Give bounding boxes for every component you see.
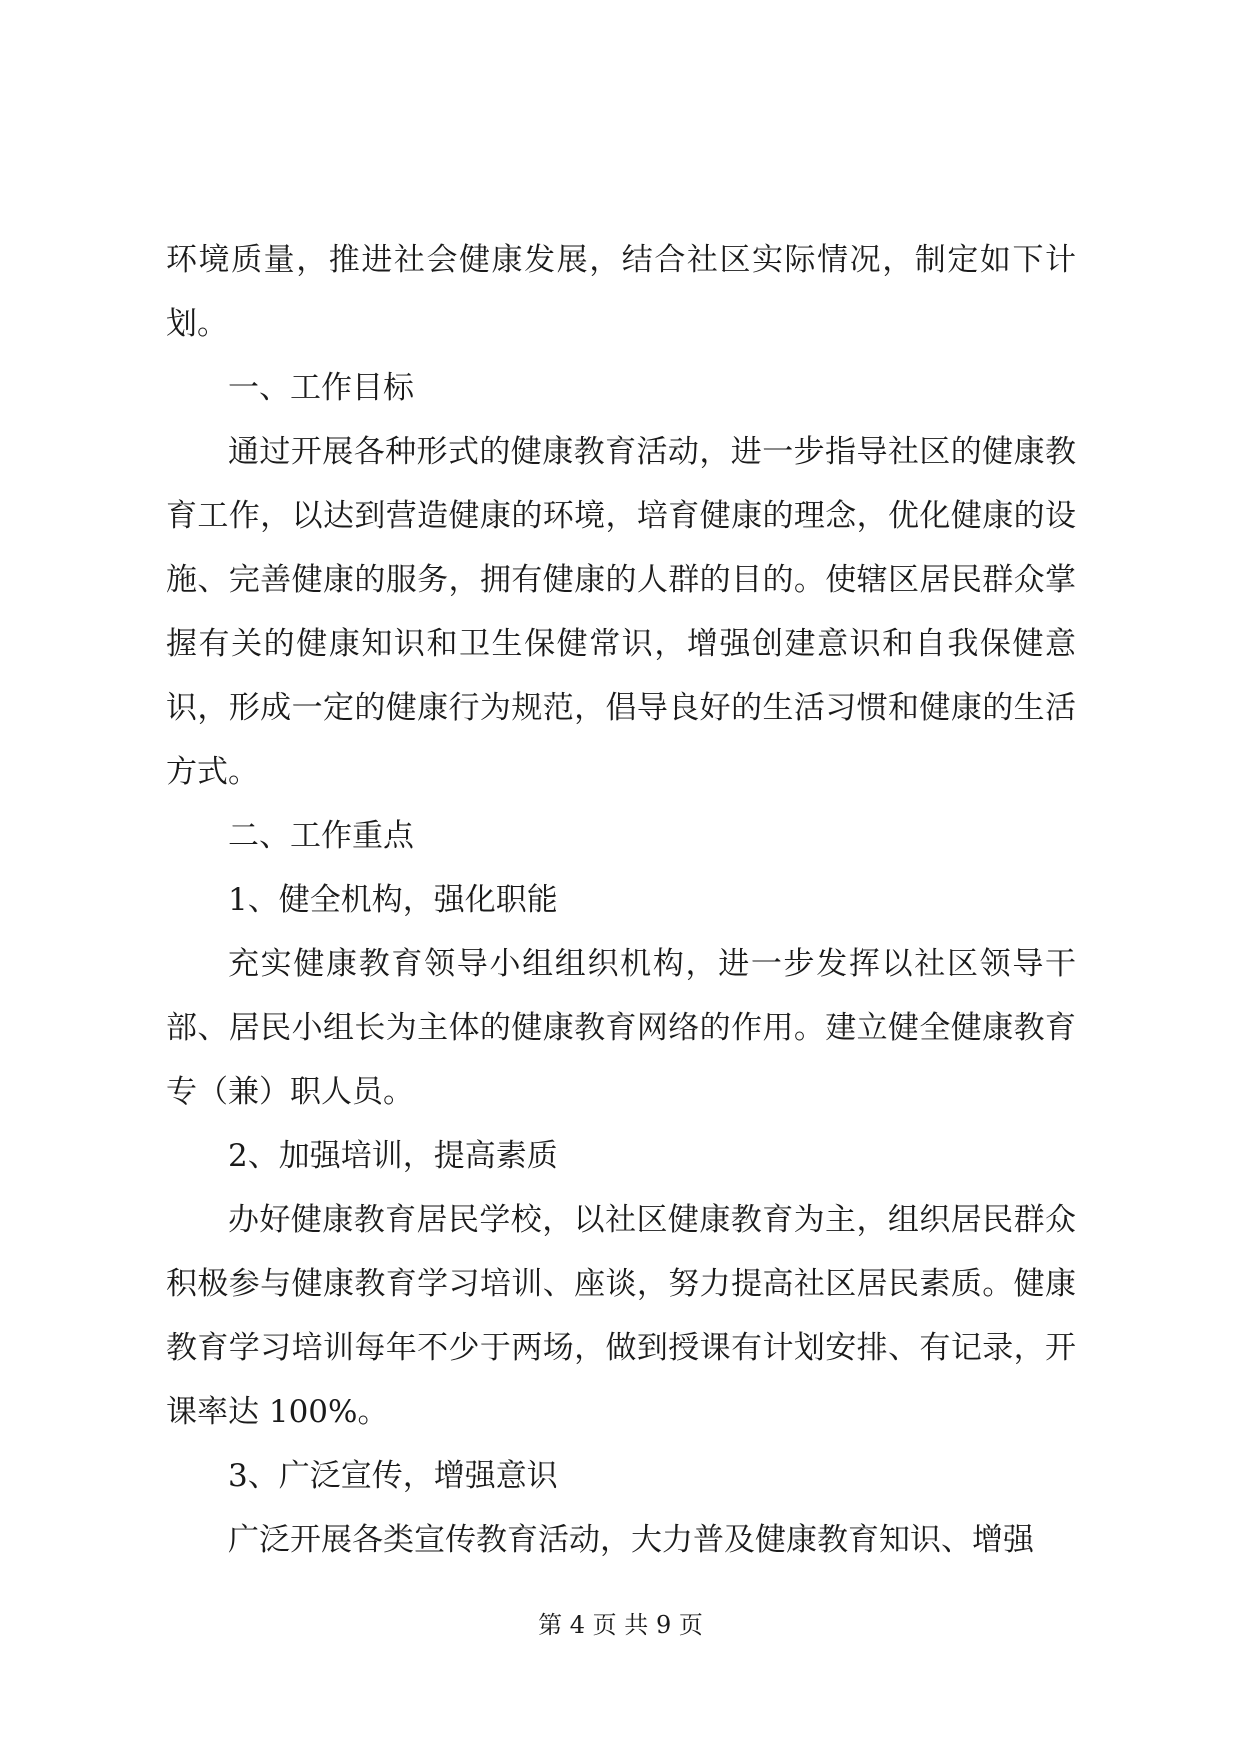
paragraph-publicity: 广泛开展各类宣传教育活动，大力普及健康教育知识、增强 <box>228 1522 1034 1558</box>
subheading-training: 2、加强培训，提高素质 <box>228 1138 558 1174</box>
document-body <box>166 228 1076 1572</box>
subheading-organization: 1、健全机构，强化职能 <box>228 882 558 918</box>
paragraph-organization: 充实健康教育领导小组组织机构，进一步发挥以社区领导干部、居民小组长为主体的健康教育网络的作用。建立健全健康教育专（兼）职人员。 <box>166 946 1076 1110</box>
subheading-publicity: 3、广泛宣传，增强意识 <box>228 1458 558 1494</box>
page-number-footer: 第 4 页 共 9 页 <box>538 1611 703 1639</box>
section-heading-goals: 一、工作目标 <box>228 370 414 406</box>
paragraph-goals: 通过开展各种形式的健康教育活动，进一步指导社区的健康教育工作，以达到营造健康的环境，培育健康的理念，优化健康的设施、完善健康的服务，拥有健康的人群的目的。使辖区居民群众掌握有关的健康知识和卫生保健常识，增强创建意识和自我保健意识，形成一定的健康行为规范，倡导良好的生活习惯和健康的生活方式。 <box>166 434 1076 790</box>
section-heading-focus: 二、工作重点 <box>228 818 414 854</box>
paragraph-continuation: 环境质量，推进社会健康发展，结合社区实际情况，制定如下计划。 <box>166 242 1076 342</box>
paragraph-training: 办好健康教育居民学校，以社区健康教育为主，组织居民群众积极参与健康教育学习培训、座谈，努力提高社区居民素质。健康教育学习培训每年不少于两场，做到授课有计划安排、有记录，开课率达 100%。 <box>166 1202 1076 1430</box>
